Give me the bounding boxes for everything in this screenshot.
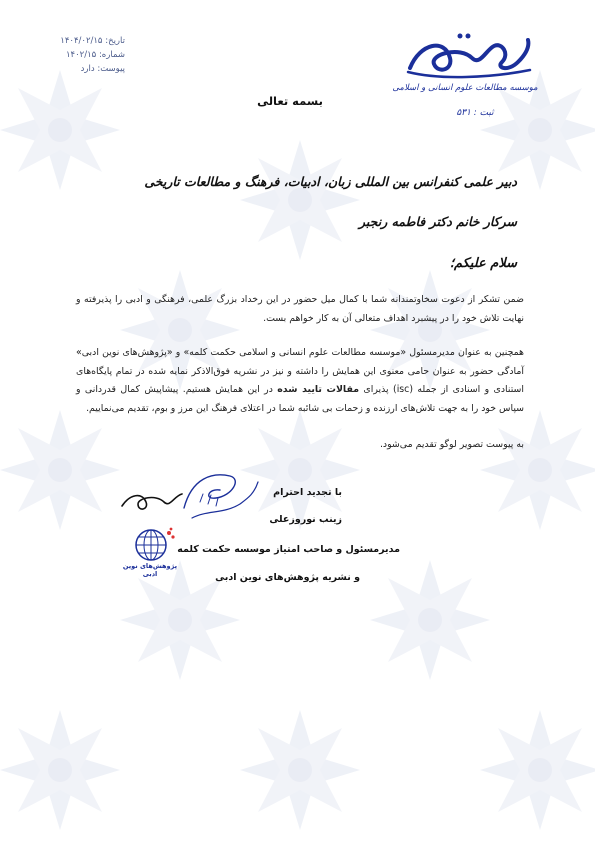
number-row [20, 48, 125, 62]
paragraph-2-bold: مقالات تایید شده [277, 384, 360, 395]
body-paragraph-3: به پیوست تصویر لوگو تقدیم می‌شود. [379, 439, 524, 450]
signer-title-2: و نشریه پژوهش‌های نوین ادبی [215, 572, 360, 583]
letter-meta [20, 34, 125, 76]
attachment-label: پیوست: [97, 64, 125, 74]
hekmat-calligraphy-logo [390, 28, 540, 83]
body-paragraph-2 [76, 344, 524, 418]
number-value: ۱۴۰۲/۱۵ [65, 50, 97, 60]
attachment-row [20, 62, 125, 76]
greeting: سلام علیکم؛ [449, 256, 517, 271]
journal-logo-text: پژوهش‌های نوین ادبی [122, 562, 178, 578]
date-row [20, 34, 125, 48]
recipient-name: سرکار خانم دکتر فاطمه رنجبر [358, 214, 517, 229]
body-paragraph-1: ضمن تشکر از دعوت سخاوتمندانه شما با کمال میل حضور در این رخداد بزرگ علمی، فرهنگی و ادبی را پذیرفته و نهایت تلاش خود را در پیشبرد اهداف متعالی آن به کار خواهم بست. [76, 294, 524, 324]
registration-number: ثبت : ۵۳۱ [456, 108, 494, 118]
signer-name: زینب نوروزعلی [269, 514, 342, 525]
paragraph-2-text-b: در این همایش هستیم. پیشاپیش کمال قدردانی و سپاس خود را به جهت تلاش‌های ارزنده و زحمات بی شائبه شما در اعتلای فرهنگ این مرز و بوم، تقدیم می‌نماییم. [76, 384, 524, 414]
date-value: ۱۴۰۴/۰۲/۱۵ [60, 36, 103, 46]
closing-respect: با تجدید احترام [273, 487, 342, 498]
basmala-heading: بسمه تعالی [257, 94, 323, 108]
paragraph-2-text-a: همچنین به عنوان مدیرمسئول «موسسه مطالعات علوم انسانی و اسلامی حکمت کلمه» و «پژوهش‌های نوین ادبی» آمادگی حضور به عنوان حامی معنوی این همایش را داشته و نیز در نشریه فوق‌الاذکر نمایه شده در تمام پایگاه‌های استنادی و اسنادی از جمله (isc) پذیرای [76, 347, 524, 395]
signer-title: مدیرمسئول و صاحب امتیاز موسسه حکمت کلمه [177, 544, 400, 555]
recipient-title: دبیر علمی کنفرانس بین المللی زبان، ادبیات، فرهنگ و مطالعات تاریخی [144, 174, 517, 189]
date-label: تاریخ: [105, 36, 125, 46]
institute-subtitle: موسسه مطالعات علوم انسانی و اسلامی [392, 83, 538, 93]
institute-logo [390, 28, 540, 123]
number-label: شماره: [98, 50, 125, 60]
attachment-value: دارد [80, 64, 95, 74]
